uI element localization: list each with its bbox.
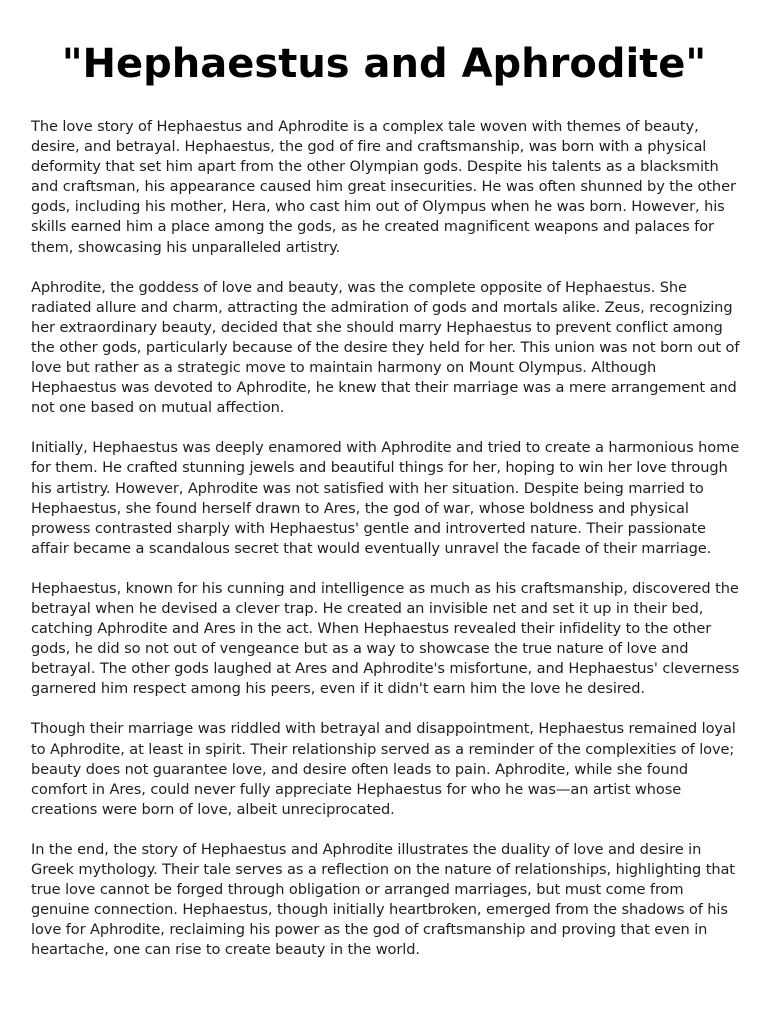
- paragraph-5: Though their marriage was riddled with betrayal and disappointment, Hephaestus remained loyal to Aphrodite, at least in spirit. Their relationship served as a reminder of the complexities of love; beauty does not guarantee love, and desire often leads to pain. Aphrodite, while she found comfort in Ares, could never fully appreciate Hephaestus for who he was—an artist whose creations were born of love, albeit unreciprocated.: [31, 720, 736, 818]
- paragraph-2: Aphrodite, the goddess of love and beauty, was the complete opposite of Hephaestus. She radiated allure and charm, attracting the admiration of gods and mortals alike. Zeus, recognizing her extraordinary beauty, decided that she should marry Hephaestus to prevent conflict among the other gods, particularly because of the desire they held for her. This union was not born out of love but rather as a strategic move to maintain harmony on Mount Olympus. Although Hephaestus was devoted to Aphrodite, he knew that their marriage was a mere arrangement and not one based on mutual affection.: [31, 278, 740, 417]
- paragraph-4: Hephaestus, known for his cunning and intelligence as much as his craftsmanship, discovered the betrayal when he devised a clever trap. He created an invisible net and set it up in their bed, catching Aphrodite and Ares in the act. When Hephaestus revealed their infidelity to the other gods, he did so not out of vengeance but as a way to showcase the true nature of love and betrayal. The other gods laughed at Ares and Aphrodite's misfortune, and Hephaestus' cleverness garnered him respect among his peers, even if it didn't earn him the love he desired.: [31, 579, 740, 698]
- paragraph-6: In the end, the story of Hephaestus and Aphrodite illustrates the duality of love and desire in Greek mythology. Their tale serves as a reflection on the nature of relationships, highlighting that true love cannot be forged through obligation or arranged marriages, but must come from genuine connection. Hephaestus, though initially heartbroken, emerged from the shadows of his love for Aphrodite, reclaiming his power as the god of craftsmanship and proving that even in heartache, one can rise to create beauty in the world.: [31, 840, 735, 959]
- paragraph-1: The love story of Hephaestus and Aphrodite is a complex tale woven with themes of beauty, desire, and betrayal. Hephaestus, the god of fire and craftsmanship, was born with a physical deformity that set him apart from the other Olympian gods. Despite his talents as a blacksmith and craftsman, his appearance caused him great insecurities. He was often shunned by the other gods, including his mother, Hera, who cast him out of Olympus when he was born. However, his skills earned him a place among the gods, as he created magnificent weapons and palaces for them, showcasing his unparalleled artistry.: [31, 118, 736, 256]
- document-body: [31, 117, 741, 980]
- paragraph-3: Initially, Hephaestus was deeply enamored with Aphrodite and tried to create a harmonious home for them. He crafted stunning jewels and beautiful things for her, hoping to win her love through his artistry. However, Aphrodite was not satisfied with her situation. Despite being married to Hephaestus, she found herself drawn to Ares, the god of war, whose boldness and physical prowess contrasted sharply with Hephaestus' gentle and introverted nature. Their passionate affair became a scandalous secret that would eventually unravel the facade of their marriage.: [31, 439, 740, 557]
- page-title: "Hephaestus and Aphrodite": [61, 41, 707, 87]
